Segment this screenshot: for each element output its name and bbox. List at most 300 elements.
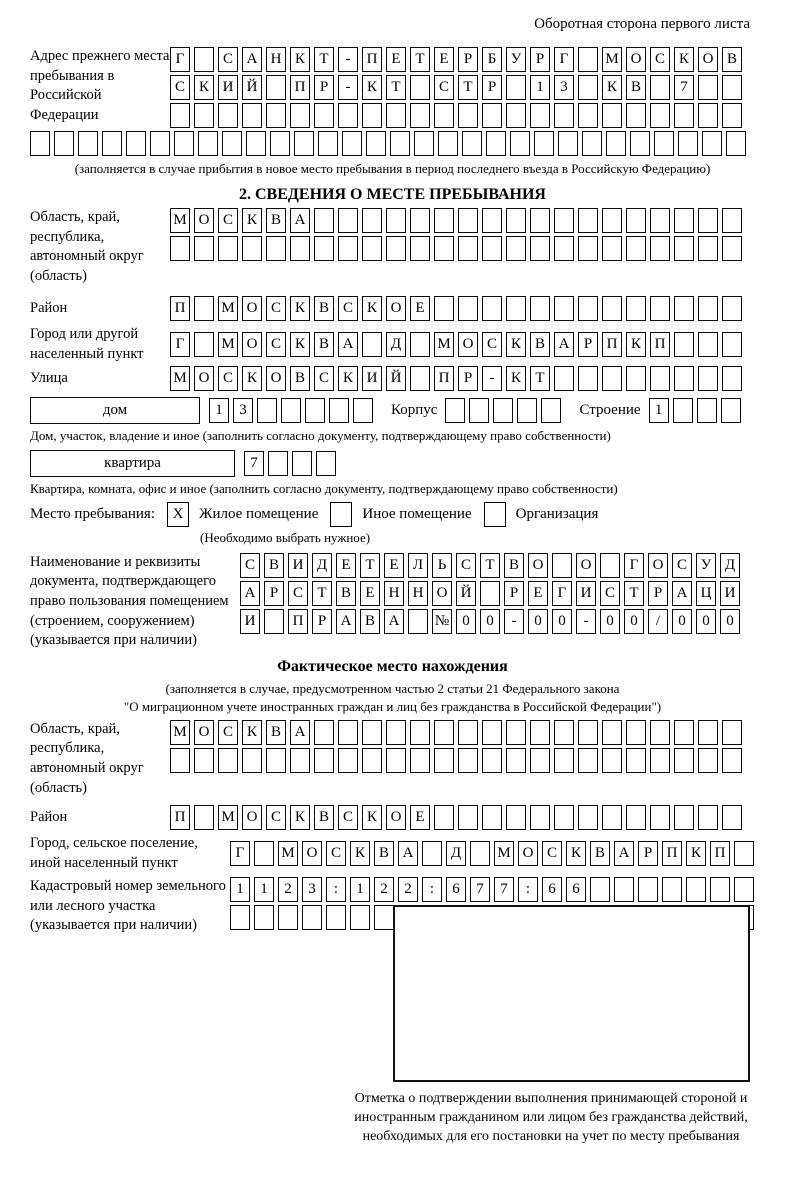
- char-box[interactable]: [482, 720, 502, 745]
- char-box[interactable]: -: [576, 609, 596, 634]
- char-box[interactable]: [674, 208, 694, 233]
- char-box[interactable]: [462, 131, 482, 156]
- char-box[interactable]: А: [672, 581, 692, 606]
- char-box[interactable]: М: [434, 332, 454, 357]
- apartment-field[interactable]: квартира: [30, 450, 235, 477]
- char-box[interactable]: 0: [456, 609, 476, 634]
- char-box[interactable]: [198, 131, 218, 156]
- char-box[interactable]: [698, 75, 718, 100]
- char-box[interactable]: 1: [350, 877, 370, 902]
- char-box[interactable]: [726, 131, 746, 156]
- char-box[interactable]: [721, 398, 741, 423]
- char-box[interactable]: Р: [578, 332, 598, 357]
- char-box[interactable]: М: [218, 296, 238, 321]
- char-box[interactable]: 7: [494, 877, 514, 902]
- char-box[interactable]: С: [338, 296, 358, 321]
- char-box[interactable]: [673, 398, 693, 423]
- char-box[interactable]: [281, 398, 301, 423]
- char-box[interactable]: 1: [209, 398, 229, 423]
- char-box[interactable]: [493, 398, 513, 423]
- char-box[interactable]: [434, 748, 454, 773]
- char-box[interactable]: С: [218, 366, 238, 391]
- char-box[interactable]: [674, 748, 694, 773]
- char-box[interactable]: [650, 805, 670, 830]
- char-box[interactable]: [674, 103, 694, 128]
- char-box[interactable]: [554, 805, 574, 830]
- char-box[interactable]: М: [218, 332, 238, 357]
- char-box[interactable]: А: [240, 581, 260, 606]
- char-box[interactable]: 3: [233, 398, 253, 423]
- char-box[interactable]: [698, 208, 718, 233]
- char-box[interactable]: [350, 905, 370, 930]
- char-box[interactable]: [578, 103, 598, 128]
- char-box[interactable]: Е: [384, 553, 404, 578]
- char-box[interactable]: [242, 236, 262, 261]
- char-box[interactable]: М: [170, 366, 190, 391]
- char-box[interactable]: 6: [566, 877, 586, 902]
- char-box[interactable]: -: [338, 47, 358, 72]
- char-box[interactable]: [278, 905, 298, 930]
- char-box[interactable]: -: [338, 75, 358, 100]
- char-box[interactable]: 0: [624, 609, 644, 634]
- char-box[interactable]: [710, 877, 730, 902]
- char-box[interactable]: [698, 332, 718, 357]
- char-box[interactable]: О: [242, 332, 262, 357]
- char-box[interactable]: Д: [446, 841, 466, 866]
- char-box[interactable]: Р: [264, 581, 284, 606]
- char-box[interactable]: [578, 236, 598, 261]
- char-box[interactable]: Т: [386, 75, 406, 100]
- char-box[interactable]: [734, 877, 754, 902]
- char-box[interactable]: [554, 296, 574, 321]
- char-box[interactable]: [410, 103, 430, 128]
- char-box[interactable]: [534, 131, 554, 156]
- char-box[interactable]: :: [422, 877, 442, 902]
- char-box[interactable]: Е: [410, 805, 430, 830]
- char-box[interactable]: Е: [434, 47, 454, 72]
- char-box[interactable]: [674, 332, 694, 357]
- char-box[interactable]: С: [542, 841, 562, 866]
- char-box[interactable]: [626, 296, 646, 321]
- char-box[interactable]: [246, 131, 266, 156]
- char-box[interactable]: Г: [554, 47, 574, 72]
- char-box[interactable]: С: [170, 75, 190, 100]
- char-box[interactable]: [469, 398, 489, 423]
- char-box[interactable]: Й: [456, 581, 476, 606]
- char-box[interactable]: 0: [672, 609, 692, 634]
- char-box[interactable]: [338, 208, 358, 233]
- char-box[interactable]: С: [672, 553, 692, 578]
- char-box[interactable]: [410, 75, 430, 100]
- char-box[interactable]: М: [218, 805, 238, 830]
- char-box[interactable]: [362, 103, 382, 128]
- char-box[interactable]: Р: [530, 47, 550, 72]
- char-box[interactable]: С: [482, 332, 502, 357]
- char-box[interactable]: А: [290, 720, 310, 745]
- char-box[interactable]: Т: [360, 553, 380, 578]
- char-box[interactable]: [342, 131, 362, 156]
- char-box[interactable]: [482, 236, 502, 261]
- char-box[interactable]: [264, 609, 284, 634]
- char-box[interactable]: [578, 748, 598, 773]
- char-box[interactable]: [410, 366, 430, 391]
- char-box[interactable]: [314, 208, 334, 233]
- char-box[interactable]: [506, 75, 526, 100]
- char-box[interactable]: О: [528, 553, 548, 578]
- char-box[interactable]: С: [600, 581, 620, 606]
- char-box[interactable]: [510, 131, 530, 156]
- char-box[interactable]: П: [362, 47, 382, 72]
- char-box[interactable]: К: [290, 296, 310, 321]
- char-box[interactable]: [362, 332, 382, 357]
- char-box[interactable]: Й: [386, 366, 406, 391]
- char-box[interactable]: [305, 398, 325, 423]
- char-box[interactable]: [650, 748, 670, 773]
- char-box[interactable]: [578, 75, 598, 100]
- char-box[interactable]: К: [506, 366, 526, 391]
- char-box[interactable]: К: [686, 841, 706, 866]
- char-box[interactable]: [194, 103, 214, 128]
- char-box[interactable]: 3: [554, 75, 574, 100]
- char-box[interactable]: [386, 748, 406, 773]
- char-box[interactable]: 6: [446, 877, 466, 902]
- char-box[interactable]: [302, 905, 322, 930]
- char-box[interactable]: О: [194, 720, 214, 745]
- char-box[interactable]: [362, 720, 382, 745]
- char-box[interactable]: [458, 805, 478, 830]
- char-box[interactable]: [126, 131, 146, 156]
- char-box[interactable]: В: [314, 805, 334, 830]
- char-box[interactable]: В: [290, 366, 310, 391]
- char-box[interactable]: Н: [384, 581, 404, 606]
- char-box[interactable]: [541, 398, 561, 423]
- char-box[interactable]: С: [218, 720, 238, 745]
- char-box[interactable]: [218, 748, 238, 773]
- char-box[interactable]: Т: [480, 553, 500, 578]
- char-box[interactable]: К: [566, 841, 586, 866]
- char-box[interactable]: Т: [312, 581, 332, 606]
- char-box[interactable]: М: [278, 841, 298, 866]
- char-box[interactable]: 1: [649, 398, 669, 423]
- char-box[interactable]: О: [698, 47, 718, 72]
- char-box[interactable]: [482, 805, 502, 830]
- char-box[interactable]: 3: [302, 877, 322, 902]
- char-box[interactable]: [353, 398, 373, 423]
- char-box[interactable]: [602, 720, 622, 745]
- char-box[interactable]: [606, 131, 626, 156]
- char-box[interactable]: 1: [254, 877, 274, 902]
- char-box[interactable]: [414, 131, 434, 156]
- char-box[interactable]: [194, 236, 214, 261]
- char-box[interactable]: [530, 296, 550, 321]
- char-box[interactable]: С: [288, 581, 308, 606]
- char-box[interactable]: [554, 236, 574, 261]
- char-box[interactable]: О: [576, 553, 596, 578]
- char-box[interactable]: Р: [648, 581, 668, 606]
- char-box[interactable]: А: [554, 332, 574, 357]
- char-box[interactable]: [458, 208, 478, 233]
- char-box[interactable]: [410, 208, 430, 233]
- char-box[interactable]: -: [504, 609, 524, 634]
- char-box[interactable]: [30, 131, 50, 156]
- char-box[interactable]: [458, 748, 478, 773]
- char-box[interactable]: [614, 877, 634, 902]
- char-box[interactable]: [678, 131, 698, 156]
- char-box[interactable]: К: [350, 841, 370, 866]
- char-box[interactable]: [578, 208, 598, 233]
- char-box[interactable]: Р: [504, 581, 524, 606]
- char-box[interactable]: Ц: [696, 581, 716, 606]
- char-box[interactable]: [650, 296, 670, 321]
- char-box[interactable]: Е: [336, 553, 356, 578]
- char-box[interactable]: [374, 905, 394, 930]
- char-box[interactable]: К: [194, 75, 214, 100]
- char-box[interactable]: Г: [170, 47, 190, 72]
- char-box[interactable]: [314, 720, 334, 745]
- char-box[interactable]: [386, 208, 406, 233]
- char-box[interactable]: К: [242, 208, 262, 233]
- char-box[interactable]: К: [626, 332, 646, 357]
- char-box[interactable]: [554, 720, 574, 745]
- char-box[interactable]: [552, 553, 572, 578]
- char-box[interactable]: С: [266, 296, 286, 321]
- char-box[interactable]: [530, 236, 550, 261]
- char-box[interactable]: [329, 398, 349, 423]
- char-box[interactable]: [266, 236, 286, 261]
- char-box[interactable]: [316, 451, 336, 476]
- char-box[interactable]: [674, 366, 694, 391]
- char-box[interactable]: [438, 131, 458, 156]
- char-box[interactable]: [650, 366, 670, 391]
- char-box[interactable]: П: [434, 366, 454, 391]
- char-box[interactable]: [674, 236, 694, 261]
- char-box[interactable]: [530, 208, 550, 233]
- char-box[interactable]: [194, 805, 214, 830]
- char-box[interactable]: [638, 877, 658, 902]
- char-box[interactable]: У: [696, 553, 716, 578]
- char-box[interactable]: Г: [170, 332, 190, 357]
- char-box[interactable]: [480, 581, 500, 606]
- char-box[interactable]: О: [518, 841, 538, 866]
- char-box[interactable]: [54, 131, 74, 156]
- char-box[interactable]: Е: [410, 296, 430, 321]
- char-box[interactable]: [338, 748, 358, 773]
- char-box[interactable]: [554, 366, 574, 391]
- char-box[interactable]: О: [458, 332, 478, 357]
- char-box[interactable]: [722, 366, 742, 391]
- char-box[interactable]: [290, 748, 310, 773]
- char-box[interactable]: [674, 720, 694, 745]
- char-box[interactable]: И: [576, 581, 596, 606]
- char-box[interactable]: В: [360, 609, 380, 634]
- char-box[interactable]: В: [530, 332, 550, 357]
- char-box[interactable]: [722, 748, 742, 773]
- char-box[interactable]: К: [506, 332, 526, 357]
- char-box[interactable]: [650, 236, 670, 261]
- char-box[interactable]: [386, 236, 406, 261]
- char-box[interactable]: Р: [314, 75, 334, 100]
- char-box[interactable]: Б: [482, 47, 502, 72]
- char-box[interactable]: [506, 720, 526, 745]
- char-box[interactable]: А: [398, 841, 418, 866]
- char-box[interactable]: Т: [458, 75, 478, 100]
- char-box[interactable]: В: [626, 75, 646, 100]
- char-box[interactable]: [422, 841, 442, 866]
- char-box[interactable]: [470, 841, 490, 866]
- char-box[interactable]: [290, 236, 310, 261]
- char-box[interactable]: П: [288, 609, 308, 634]
- char-box[interactable]: К: [362, 296, 382, 321]
- char-box[interactable]: [734, 841, 754, 866]
- char-box[interactable]: [410, 332, 430, 357]
- char-box[interactable]: [698, 748, 718, 773]
- char-box[interactable]: К: [290, 47, 310, 72]
- char-box[interactable]: Н: [266, 47, 286, 72]
- char-box[interactable]: 2: [398, 877, 418, 902]
- char-box[interactable]: К: [362, 805, 382, 830]
- char-box[interactable]: [314, 748, 334, 773]
- char-box[interactable]: С: [434, 75, 454, 100]
- checkbox-organization[interactable]: [484, 502, 506, 527]
- char-box[interactable]: 0: [696, 609, 716, 634]
- char-box[interactable]: [194, 332, 214, 357]
- char-box[interactable]: В: [590, 841, 610, 866]
- char-box[interactable]: С: [218, 47, 238, 72]
- char-box[interactable]: [78, 131, 98, 156]
- char-box[interactable]: С: [456, 553, 476, 578]
- char-box[interactable]: Н: [408, 581, 428, 606]
- char-box[interactable]: Д: [312, 553, 332, 578]
- char-box[interactable]: В: [266, 720, 286, 745]
- char-box[interactable]: [434, 805, 454, 830]
- char-box[interactable]: С: [266, 805, 286, 830]
- char-box[interactable]: [626, 720, 646, 745]
- char-box[interactable]: М: [602, 47, 622, 72]
- char-box[interactable]: Т: [314, 47, 334, 72]
- char-box[interactable]: [326, 905, 346, 930]
- char-box[interactable]: К: [290, 805, 310, 830]
- char-box[interactable]: Р: [482, 75, 502, 100]
- char-box[interactable]: [434, 236, 454, 261]
- char-box[interactable]: И: [218, 75, 238, 100]
- char-box[interactable]: [602, 366, 622, 391]
- char-box[interactable]: Р: [458, 366, 478, 391]
- char-box[interactable]: [650, 75, 670, 100]
- char-box[interactable]: [590, 877, 610, 902]
- char-box[interactable]: [362, 208, 382, 233]
- char-box[interactable]: [218, 103, 238, 128]
- char-box[interactable]: [506, 296, 526, 321]
- char-box[interactable]: [626, 236, 646, 261]
- char-box[interactable]: [386, 103, 406, 128]
- char-box[interactable]: К: [674, 47, 694, 72]
- char-box[interactable]: [254, 905, 274, 930]
- char-box[interactable]: [626, 103, 646, 128]
- char-box[interactable]: С: [218, 208, 238, 233]
- char-box[interactable]: [366, 131, 386, 156]
- char-box[interactable]: В: [264, 553, 284, 578]
- char-box[interactable]: [674, 296, 694, 321]
- char-box[interactable]: 2: [278, 877, 298, 902]
- char-box[interactable]: [257, 398, 277, 423]
- char-box[interactable]: [630, 131, 650, 156]
- char-box[interactable]: О: [626, 47, 646, 72]
- char-box[interactable]: [386, 720, 406, 745]
- char-box[interactable]: [338, 720, 358, 745]
- char-box[interactable]: /: [648, 609, 668, 634]
- char-box[interactable]: К: [242, 366, 262, 391]
- char-box[interactable]: [602, 208, 622, 233]
- char-box[interactable]: [410, 748, 430, 773]
- char-box[interactable]: О: [302, 841, 322, 866]
- char-box[interactable]: [600, 553, 620, 578]
- char-box[interactable]: [434, 208, 454, 233]
- char-box[interactable]: 0: [720, 609, 740, 634]
- char-box[interactable]: [458, 236, 478, 261]
- char-box[interactable]: [530, 103, 550, 128]
- char-box[interactable]: 7: [674, 75, 694, 100]
- char-box[interactable]: М: [170, 720, 190, 745]
- char-box[interactable]: Й: [242, 75, 262, 100]
- char-box[interactable]: [362, 748, 382, 773]
- char-box[interactable]: [650, 720, 670, 745]
- char-box[interactable]: [722, 75, 742, 100]
- char-box[interactable]: [650, 208, 670, 233]
- char-box[interactable]: [362, 236, 382, 261]
- char-box[interactable]: [558, 131, 578, 156]
- char-box[interactable]: [554, 208, 574, 233]
- char-box[interactable]: Д: [720, 553, 740, 578]
- char-box[interactable]: [266, 103, 286, 128]
- char-box[interactable]: 0: [600, 609, 620, 634]
- char-box[interactable]: [390, 131, 410, 156]
- char-box[interactable]: В: [374, 841, 394, 866]
- char-box[interactable]: [434, 720, 454, 745]
- char-box[interactable]: [662, 877, 682, 902]
- char-box[interactable]: [410, 720, 430, 745]
- char-box[interactable]: [654, 131, 674, 156]
- char-box[interactable]: [698, 720, 718, 745]
- char-box[interactable]: [486, 131, 506, 156]
- char-box[interactable]: [266, 75, 286, 100]
- char-box[interactable]: [698, 296, 718, 321]
- char-box[interactable]: [578, 805, 598, 830]
- char-box[interactable]: П: [170, 296, 190, 321]
- char-box[interactable]: 1: [230, 877, 250, 902]
- char-box[interactable]: [698, 236, 718, 261]
- char-box[interactable]: [242, 748, 262, 773]
- char-box[interactable]: П: [170, 805, 190, 830]
- char-box[interactable]: [458, 720, 478, 745]
- char-box[interactable]: [626, 748, 646, 773]
- char-box[interactable]: К: [242, 720, 262, 745]
- char-box[interactable]: Д: [386, 332, 406, 357]
- char-box[interactable]: [170, 103, 190, 128]
- char-box[interactable]: А: [338, 332, 358, 357]
- char-box[interactable]: [270, 131, 290, 156]
- char-box[interactable]: У: [506, 47, 526, 72]
- char-box[interactable]: [290, 103, 310, 128]
- char-box[interactable]: [626, 805, 646, 830]
- char-box[interactable]: О: [266, 366, 286, 391]
- char-box[interactable]: Е: [528, 581, 548, 606]
- char-box[interactable]: [650, 103, 670, 128]
- char-box[interactable]: [554, 103, 574, 128]
- char-box[interactable]: [626, 208, 646, 233]
- char-box[interactable]: К: [290, 332, 310, 357]
- char-box[interactable]: О: [194, 208, 214, 233]
- char-box[interactable]: П: [650, 332, 670, 357]
